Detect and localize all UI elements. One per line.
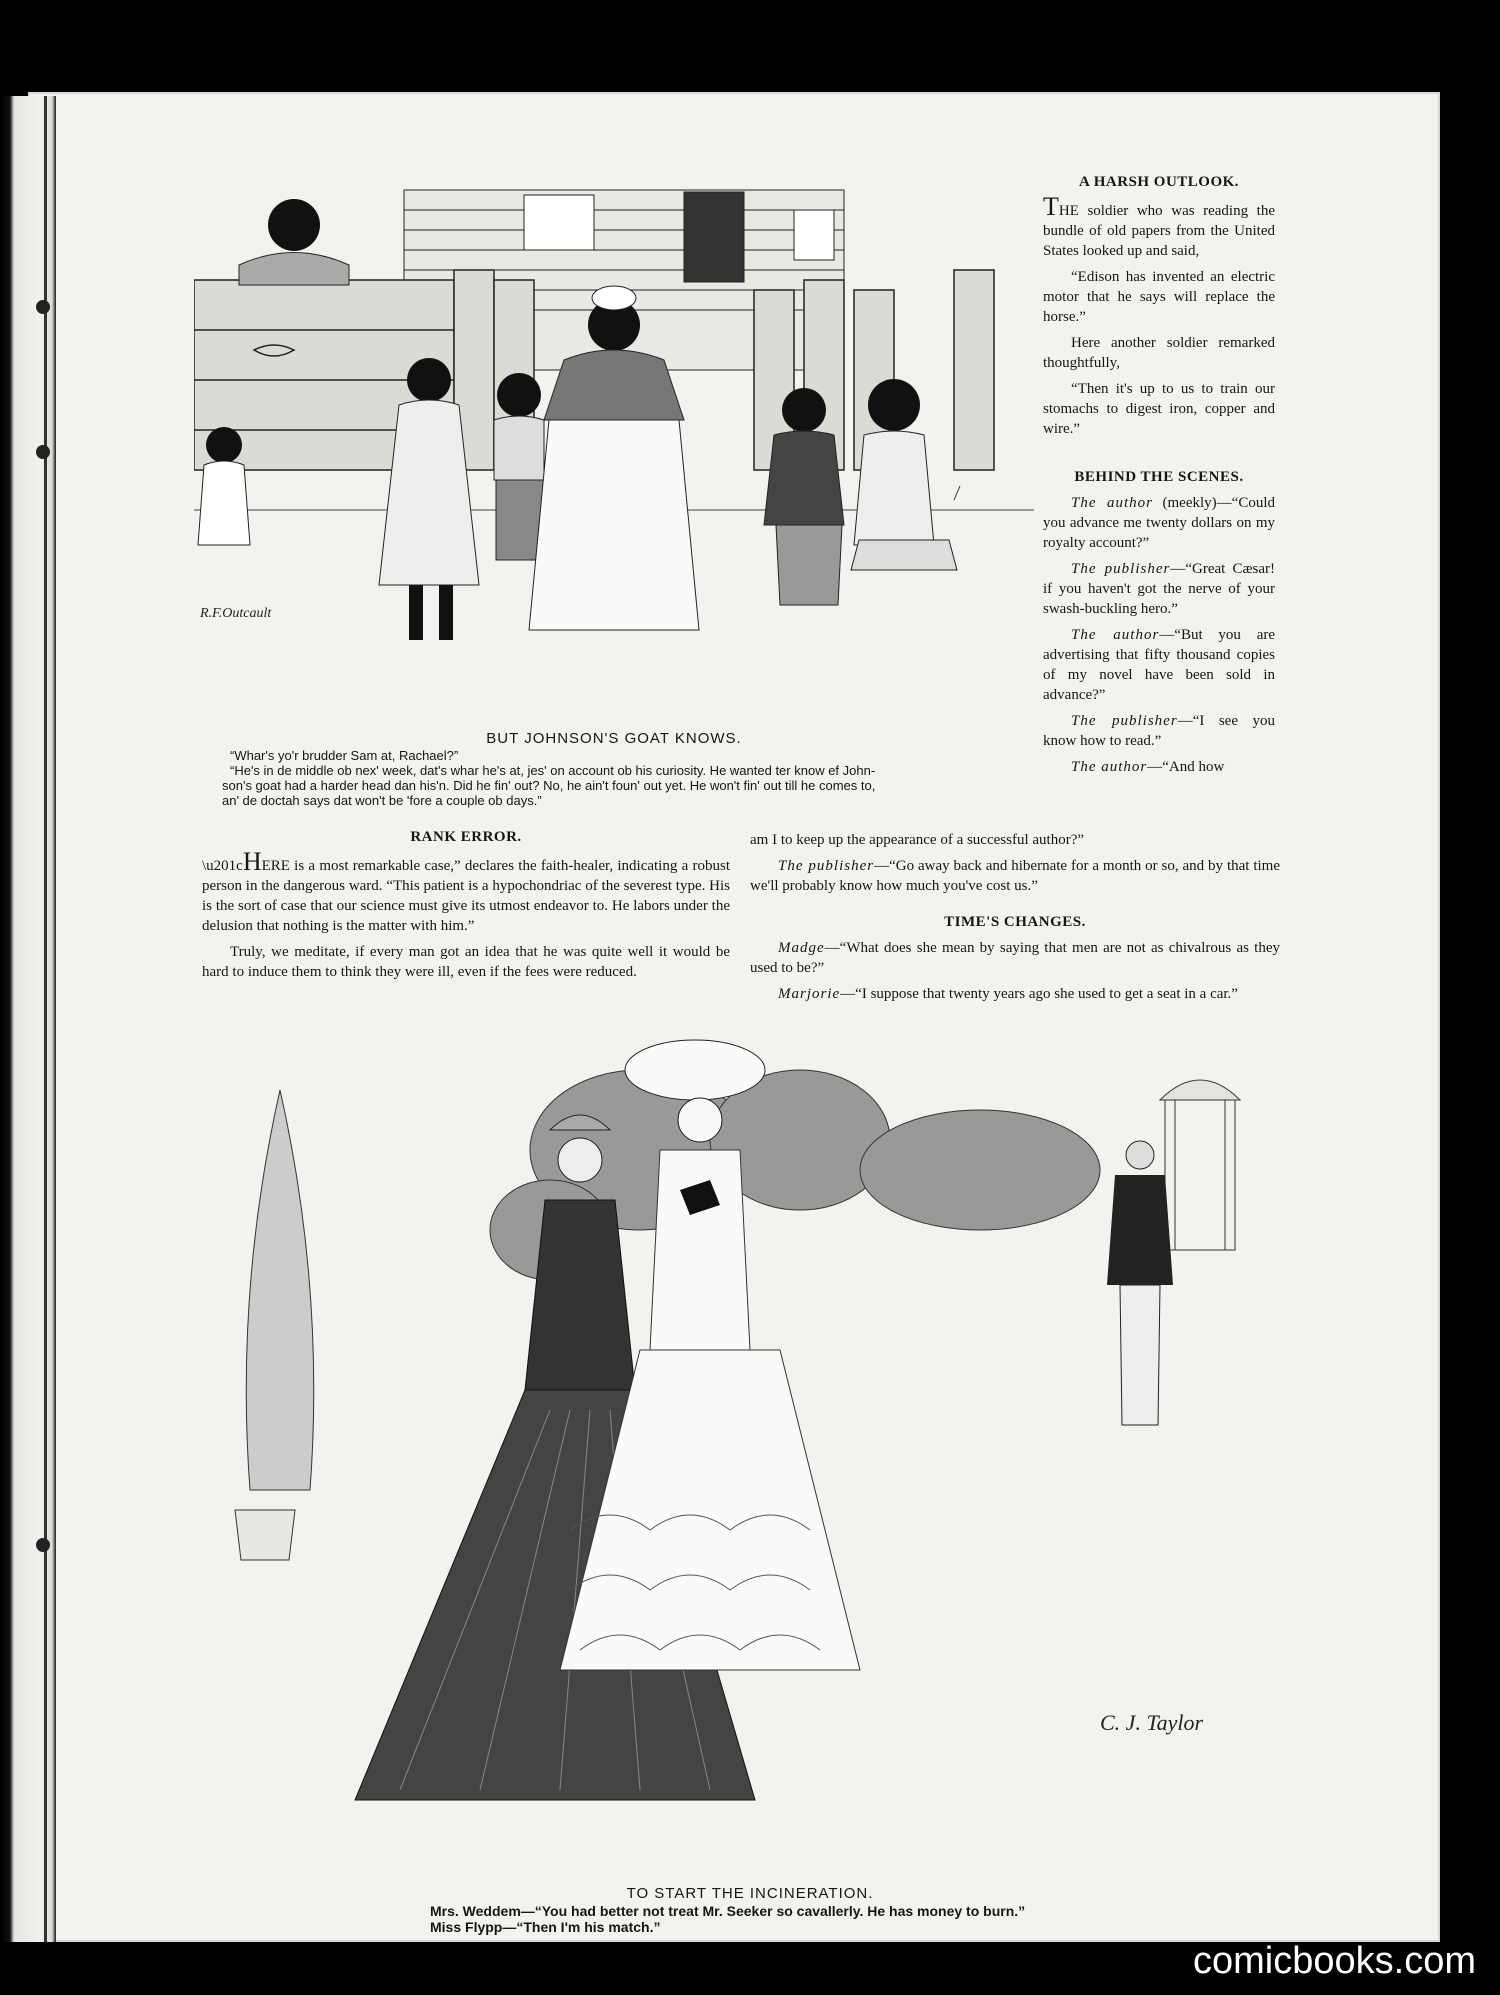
speaker: The publisher xyxy=(1071,713,1178,729)
harsh-outlook-p2: “Edison has invented an electric motor that he says will replace the horse.” xyxy=(1043,269,1275,325)
speaker: Madge xyxy=(778,940,825,956)
caption-line: “He's in de middle ob nex' week, dat's whar he's at, jes' on account ob his curiosity. He wanted ter know ef John- xyxy=(230,763,876,778)
top-illustration xyxy=(194,180,1034,725)
rank-error-column: RANK ERROR. \u201cHERE is a most remarkable case,” declares the faith-healer, indicating a robust person in the dangerous ward. “This patient is a hypochondriac of the severest type. His is the sort of case that our science must give its utmost endeavor to. He labors under the delusion that nothing is the matter with him.” Truly, we meditate, if every man got an idea that he was quite well it would be hard to induce them to think they were ill, even if the fees were reduced. xyxy=(202,829,730,980)
harsh-outlook-title: A HARSH OUTLOOK. xyxy=(1078,174,1240,190)
dialogue: —“Great Cæsar! if you haven't got the nerve of your swash-buckling hero.” xyxy=(1043,561,1276,617)
binding-hole xyxy=(36,445,50,459)
caption-line: Miss Flypp—“Then I'm his match.” xyxy=(430,1919,661,1935)
rank-error-title: RANK ERROR. xyxy=(410,829,522,845)
speaker: The publisher xyxy=(1071,561,1171,577)
cabin-scene-drawing xyxy=(194,180,1034,725)
caption-line: an' de doctah says dat won't be 'fore a couple ob days.” xyxy=(222,793,542,808)
harsh-outlook-p1: HE soldier who was reading the bundle of old papers from the United States looked up and said, xyxy=(1043,203,1275,259)
binding-line xyxy=(44,96,47,1942)
dropcap: T xyxy=(1043,192,1059,221)
bottom-caption xyxy=(430,1903,1190,1935)
rank-error-p2: Truly, we meditate, if every man got an idea that he was quite well it would be hard to induce them to think they were ill, even if the fees were reduced. xyxy=(202,944,730,980)
dialogue: —“I suppose that twenty years ago she used to get a seat in a car.” xyxy=(840,986,1238,1002)
caption-line: Mrs. Weddem—“You had better not treat Mr. Seeker so cavallerly. He has money to burn.” xyxy=(430,1903,1026,1919)
times-changes-title: TIME'S CHANGES. xyxy=(944,914,1086,930)
binding-hole xyxy=(36,300,50,314)
harsh-outlook-p4: “Then it's up to us to train our stomachs to digest iron, copper and wire.” xyxy=(1043,381,1275,437)
middle-right-column xyxy=(750,830,1280,1010)
dialogue: —“Go away back and hibernate for a month or so, and by that time we'll probably know how much you've cost us.” xyxy=(750,858,1281,894)
dialogue: am I to keep up the appearance of a successful author?” xyxy=(750,832,1085,848)
dialogue: —“And how xyxy=(1147,759,1225,775)
harsh-outlook-p3: Here another soldier remarked thoughtfully, xyxy=(1043,335,1275,371)
dialogue: —“But you are advertising that fifty thousand copies of my novel have been sold in advance?” xyxy=(1043,627,1275,703)
caption-line: “Whar's yo'r brudder Sam at, Rachael?” xyxy=(230,748,459,763)
top-caption-title: BUT JOHNSON'S GOAT KNOWS. xyxy=(486,730,742,747)
binding-edge xyxy=(0,96,56,1942)
dialogue: —“What does she mean by saying that men are not as chivalrous as they used to be?” xyxy=(750,940,1280,976)
dialogue: —“I see you know how to read.” xyxy=(1043,713,1276,749)
speaker: The author xyxy=(1071,759,1148,775)
speaker: The author xyxy=(1071,495,1154,511)
top-illustration-signature: R.F.Outcault xyxy=(200,606,272,621)
dropcap: H xyxy=(242,847,262,876)
behind-scenes-title: BEHIND THE SCENES. xyxy=(1074,469,1244,485)
top-caption xyxy=(222,748,1042,808)
speaker: The publisher xyxy=(778,858,875,874)
dialogue: (meekly)—“Could you advance me twenty dollars on my royalty account?” xyxy=(1043,495,1275,551)
bottom-caption-title: TO START THE INCINERATION. xyxy=(626,1885,874,1902)
bottom-illustration xyxy=(220,1030,1280,1880)
speaker: The author xyxy=(1071,627,1160,643)
caption-line: son's goat had a harder head dan his'n. Did he fin' out? No, he ain't foun' out yet. He won't fin' out till he comes to, xyxy=(222,778,876,793)
binding-hole xyxy=(36,1538,50,1552)
right-column xyxy=(1043,172,1275,783)
speaker: Marjorie xyxy=(778,986,841,1002)
garden-ladies-drawing xyxy=(220,1030,1280,1880)
watermark: comicbooks.com xyxy=(1193,1940,1476,1982)
bottom-illustration-signature: C. J. Taylor xyxy=(1100,1710,1204,1735)
rank-error-p1: ERE is a most remarkable case,” declares the faith-healer, indicating a robust person in the dangerous ward. “This patient is a hypochondriac of the severest type. His is the sort of case that our science must give its utmost endeavor to. He labors under the delusion that nothing is the matter with him.” xyxy=(202,858,730,934)
